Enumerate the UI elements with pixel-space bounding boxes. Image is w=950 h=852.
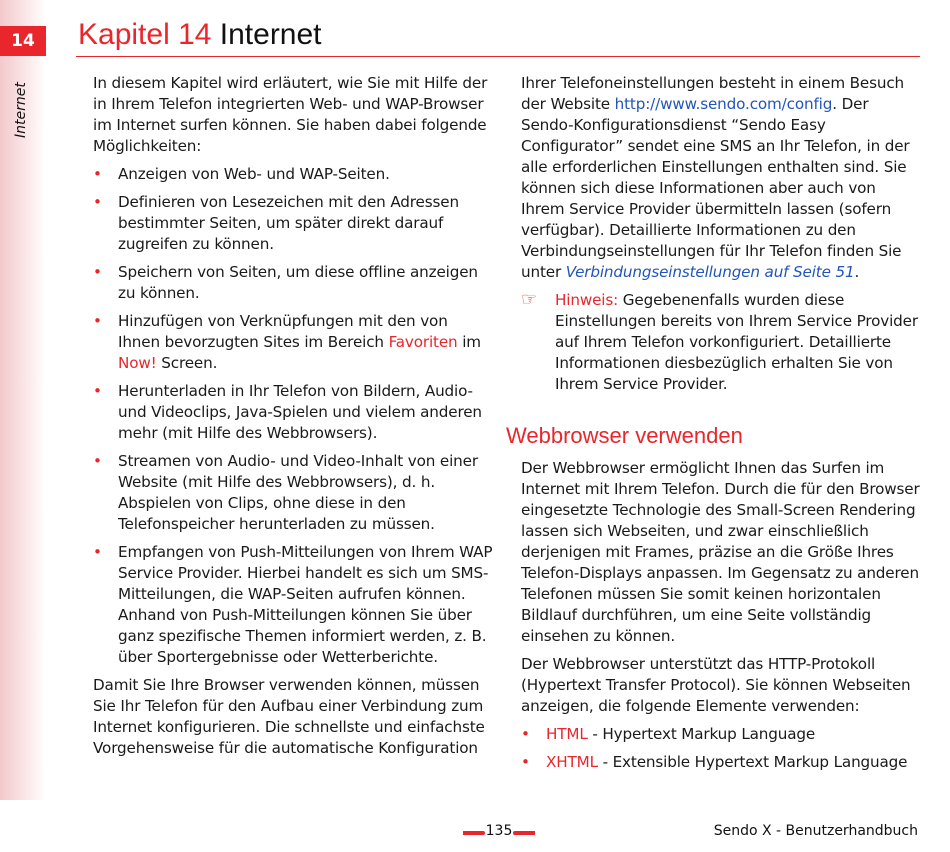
section-body <box>521 458 921 780</box>
html-term: HTML <box>546 725 588 743</box>
list-item-text: - Hypertext Markup Language <box>587 725 816 743</box>
list-item-text: Streamen von Audio- und Video-Inhalt von einer Website (mit Hilfe des Webbrowsers), d. h. Abspielen von Clips, ohne diese in den Telefonspeicher herunterladen zu müssen. <box>118 452 478 533</box>
title-divider <box>76 56 920 57</box>
list-item <box>93 311 493 374</box>
intro-paragraph: In diesem Kapitel wird erläutert, wie Sie mit Hilfe der in Ihrem Telefon integrierten Web- und WAP-Browser im Internet surfen können. Sie haben dabei folgende Möglichkeiten: <box>93 74 488 155</box>
closing-paragraph: Damit Sie Ihre Browser verwenden können, müssen Sie Ihr Telefon für den Aufbau einer Verbindung zum Internet konfigurieren. Die schnellste und einfachste Vorgehensweise für die automatische Konfiguration <box>93 676 485 757</box>
list-item-text: im <box>457 333 481 351</box>
list-item <box>93 262 493 304</box>
title-chapter-name: Internet <box>219 18 322 51</box>
paragraph-text: Ihrer Telefoneinstellungen besteht in einem Besuch der Website <box>521 74 905 113</box>
xhtml-term: XHTML <box>546 753 598 771</box>
right-column <box>521 73 921 402</box>
list-item <box>93 381 493 444</box>
config-url-link[interactable]: http://www.sendo.com/config <box>614 95 833 113</box>
bullet-icon: • <box>93 312 102 330</box>
now-screen-term: Now! <box>118 354 157 372</box>
footer-book-title: Sendo X - Benutzerhandbuch <box>713 823 918 839</box>
favoriten-term: Favoriten <box>388 333 458 351</box>
list-item-text: - Extensible Hypertext Markup Language <box>597 753 908 771</box>
config-paragraph <box>521 73 921 283</box>
bullet-icon: • <box>93 382 102 400</box>
settings-cross-reference-link[interactable]: Verbindungseinstellungen auf Seite 51 <box>565 263 855 281</box>
list-item-text: Herunterladen in Ihr Telefon von Bildern, Audio- und Videoclips, Java-Spielen und vielem anderen mehr (mit Hilfe des Webbrowsers). <box>118 382 482 442</box>
protocol-paragraph: Der Webbrowser unterstützt das HTTP-Protokoll (Hypertext Transfer Protocol). Sie können Webseiten anzeigen, die folgende Elemente verwenden: <box>521 655 911 715</box>
page-number-text: 135 <box>485 823 513 839</box>
list-item-text: Screen. <box>156 354 218 372</box>
page-number-bar-right <box>513 831 535 835</box>
list-item-text: Speichern von Seiten, um diese offline anzeigen zu können. <box>118 263 478 302</box>
list-item <box>93 164 493 185</box>
bullet-icon: • <box>93 543 102 561</box>
chapter-number-badge: 14 <box>0 26 46 56</box>
browser-paragraph: Der Webbrowser ermöglicht Ihnen das Surfen im Internet mit Ihrem Telefon. Durch die für den Browser eingesetzte Technologie des Small-Screen Rendering lassen sich Webseiten, und zwar einschließlich derjenigen mit Frames, präzise an die Größe Ihres Telefon-Displays anpassen. Im Gegensatz zu anderen Telefonen müssen Sie somit keinen horizontalen Bildlauf durchführen, um eine Seite vollständig einsehen zu können. <box>521 459 920 645</box>
list-item-text: Definieren von Lesezeichen mit den Adressen bestimmter Seiten, um später direkt darauf zugreifen zu können. <box>118 193 459 253</box>
list-item-text: Empfangen von Push-Mitteilungen von Ihrem WAP Service Provider. Hierbei handelt es sich um SMS-Mitteilungen, die WAP-Seiten aufrufen können. Anhand von Push-Mitteilungen können Sie über ganz spezifische Themen informiert werden, z. B. über Sportergebnisse oder Wetterberichte. <box>118 543 493 666</box>
note-label: Hinweis: <box>555 291 619 309</box>
list-item <box>521 752 921 773</box>
bullet-icon: • <box>93 263 102 281</box>
title-chapter-prefix: Kapitel 14 <box>78 18 212 51</box>
list-item <box>521 724 921 745</box>
bullet-icon: • <box>93 165 102 183</box>
list-item <box>93 451 493 535</box>
list-item-text: Anzeigen von Web- und WAP-Seiten. <box>118 165 390 183</box>
paragraph-text: . Der Sendo-Konfigurationsdienst “Sendo Easy Configurator” sendet eine SMS an Ihr Telefon, in der alle erforderlichen Einstellungen enthalten sind. Sie können sich diese Informationen aber auch von Ihrem Service Provider übermitteln lassen (sofern verfügbar). Detaillierte Informationen zu den Verbindungseinstellungen für Ihr Telefon finden Sie unter <box>521 95 910 281</box>
left-column <box>93 73 493 766</box>
page-number <box>463 823 535 839</box>
section-heading: Webbrowser verwenden <box>506 423 743 448</box>
element-list <box>521 724 921 773</box>
paragraph-text: . <box>854 263 860 281</box>
bullet-icon: • <box>521 753 530 771</box>
bullet-icon: • <box>93 452 102 470</box>
note-text: Gegebenenfalls wurden diese Einstellungen bereits von Ihrem Service Provider auf Ihrem Telefon vorkonfiguriert. Detaillierte Informationen diesbezüglich erhalten Sie von Ihrem Service Provider. <box>555 291 918 393</box>
list-item <box>93 542 493 668</box>
page-title <box>78 17 322 53</box>
page-number-bar-left <box>463 831 485 835</box>
feature-list <box>93 164 493 668</box>
list-item <box>93 192 493 255</box>
bullet-icon: • <box>93 193 102 211</box>
note-block <box>521 290 921 395</box>
bullet-icon: • <box>521 725 530 743</box>
chapter-side-label: Internet <box>13 82 29 138</box>
list-item-text: Hinzufügen von Verknüpfungen mit den von Ihnen bevorzugten Sites im Bereich <box>118 312 448 351</box>
pointing-hand-icon: ☞ <box>521 289 537 310</box>
